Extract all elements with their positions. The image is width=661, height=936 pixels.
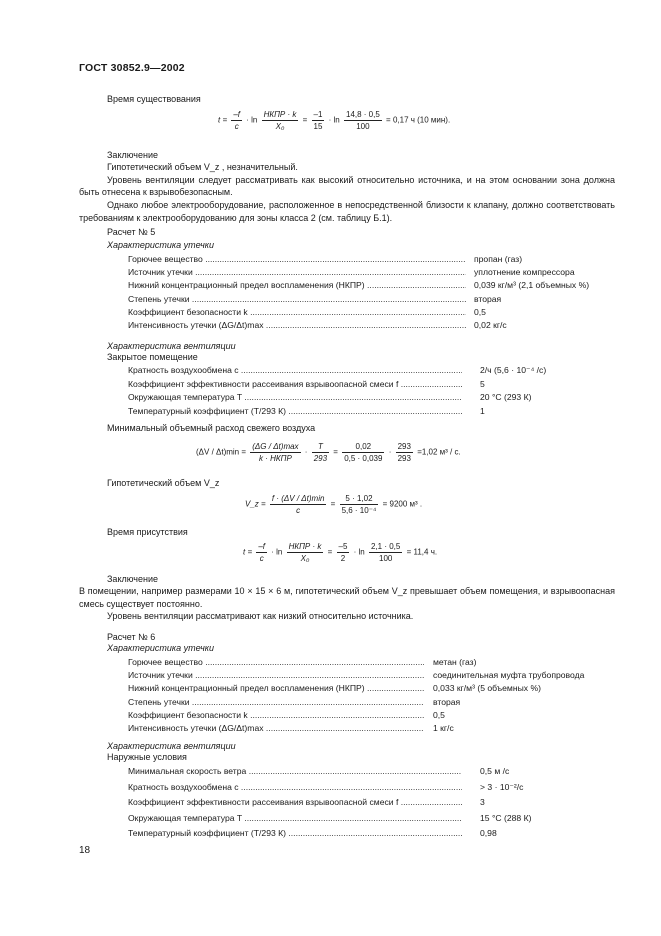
conclusion-line: Уровень вентиляции следует рассматривать как высокий относительно источника, и на этом основании зона должна быть отнесена к взрывобезопасным.	[79, 174, 615, 198]
fraction: $\frac{-f}{c}$	[258, 542, 266, 563]
param-value: 0,5 м /с	[480, 766, 510, 776]
param-value: > 3 · 10⁻²/с	[480, 781, 524, 792]
param-label: Коэффициент безопасности k .....	[128, 710, 424, 720]
formula-op: =	[302, 115, 308, 125]
calc6-title: Расчет № 6	[107, 632, 156, 642]
fraction: $\frac{2,1 \cdot 0,5}{100}$	[371, 542, 401, 563]
param-value: пропан (газ)	[474, 254, 523, 264]
param-value: 5	[480, 378, 485, 389]
fraction: $\frac{\text{НКПР · k}}{\text{X₀}}$	[263, 110, 297, 131]
conclusion-text	[79, 161, 615, 225]
formula-op: · ln	[328, 115, 340, 125]
fraction: $\frac{f \cdot (\Delta V / \Delta t)\min}{c}$	[271, 494, 325, 515]
param-label: Нижний концентрационный предел воспламенения (НКПР) .....	[128, 280, 466, 290]
fraction: $\frac{293}{293}$	[397, 442, 411, 463]
param-label: Горючее вещество .....	[128, 657, 424, 667]
calc6-vent-sub: Наружные условия	[107, 752, 187, 762]
param-value: 0,5	[433, 709, 445, 720]
param-value: вторая	[474, 293, 502, 304]
fraction: $\frac{5 \cdot 1,02}{\text{5,6 · 10⁻⁴}}$	[341, 494, 377, 515]
fraction: $\frac{0,02}{0,5 \cdot 0,039}$	[344, 442, 383, 463]
param-value: 0,5	[474, 306, 486, 317]
param-label: Источник утечки .....	[128, 267, 466, 277]
conclusion-line: Гипотетический объем V_z , незначительный.	[107, 162, 298, 172]
conclusion-line: Уровень вентиляции рассматривают как низкий относительно источника.	[107, 611, 414, 622]
param-label: Коэффициент эффективности рассеивания взрывоопасной смеси f .....	[128, 797, 462, 807]
formula-lhs: (ΔV / Δt)min =	[196, 447, 247, 457]
conclusion-line: Однако любое электрооборудование, расположенное в непосредственной близости к клапану, должно соответствовать требованиям к электрооборудованию для зоны класса 2 (см. таблицу Б.1).	[79, 200, 615, 223]
param-value: 1 кг/с	[433, 723, 454, 733]
fraction: $\frac{-1}{15}$	[313, 110, 323, 131]
conclusion-title: Заключение	[107, 150, 158, 160]
calc5-vent-heading: Характеристика вентиляции	[107, 341, 236, 351]
param-label: Горючее вещество .....	[128, 254, 466, 264]
param-value: 20 °С (293 К)	[480, 392, 532, 402]
fraction: $\frac{-5}{2}$	[338, 542, 348, 563]
formula-lhs: t =	[218, 115, 228, 125]
min-flow-title: Минимальный объемный расход свежего воздуха	[107, 423, 316, 433]
fraction: $\frac{-f}{c}$	[233, 110, 241, 131]
formula-lhs: t =	[243, 547, 253, 557]
fraction: $\frac{14,8 \cdot 0,5}{100}$	[346, 110, 380, 131]
param-value: уплотнение компрессора	[474, 267, 575, 278]
param-value: 0,039 кг/м³ (2,1 объемных %)	[474, 280, 590, 291]
param-label: Коэффициент эффективности рассеивания взрывоопасной смеси f .....	[128, 379, 462, 389]
conclusion-line: В помещении, например размерами 10 × 15 × 6 м, гипотетический объем V_z превышает объем помещения, и взрывоопасная смесь существует постоянно.	[79, 586, 615, 609]
formula-lifetime	[218, 110, 450, 131]
hyp-volume-title: Гипотетический объем V_z	[107, 478, 220, 488]
param-label: Нижний концентрационный предел воспламенения (НКПР) .....	[128, 683, 424, 693]
formula-result: = 0,17 ч (10 мин).	[386, 115, 451, 125]
param-value: 15 °С (288 К)	[480, 812, 532, 823]
formula-min-flow: (ΔV / Δt)min = $\frac{(\Delta G / \Delta t)\max}{\text{k · НКПР}}$ · $\frac{T}{293}$ = $\frac{0,02}{0,5 \cdot 0,039}$ · $\frac{293}{293}$ =1,02 м³ / с.	[196, 442, 461, 463]
param-label: Степень утечки .....	[128, 697, 424, 707]
param-label: Минимальная скорость ветра .....	[128, 766, 462, 776]
param-label: Источник утечки .....	[128, 670, 424, 680]
fraction: $\frac{\text{НКПР · k}}{\text{X₀}}$	[288, 542, 322, 563]
param-value: 2/ч (5,6 · 10⁻⁴ /с)	[480, 365, 547, 375]
param-label: Температурный коэффициент (T/293 К) .....	[128, 406, 462, 416]
param-value: 3	[480, 797, 485, 807]
param-value: метан (газ)	[433, 657, 477, 667]
calc5-vent-sub: Закрытое помещение	[107, 352, 198, 362]
lifetime-title: Время существования	[107, 94, 201, 104]
param-label: Коэффициент безопасности k .....	[128, 307, 466, 317]
param-value: соединительная муфта трубопровода	[433, 670, 585, 681]
fraction: $\frac{(\Delta G / \Delta t)\max}{\text{k · НКПР}}$	[252, 442, 299, 463]
calc6-leak-heading: Характеристика утечки	[107, 643, 215, 653]
conclusion5-title: Заключение	[107, 574, 158, 584]
param-label: Кратность воздухообмена c .....	[128, 782, 462, 792]
param-value: 0,033 кг/м³ (5 объемных %)	[433, 683, 541, 694]
conclusion5-text	[79, 585, 615, 623]
page-number: 18	[79, 845, 91, 856]
formula-result: =1,02 м³ / с.	[417, 447, 461, 457]
presence-title: Время присутствия	[107, 527, 188, 537]
param-value: 0,02 кг/с	[474, 320, 507, 330]
formula-op: · ln	[246, 115, 258, 125]
param-label: Кратность воздухообмена c .....	[128, 365, 462, 375]
param-label: Степень утечки .....	[128, 294, 466, 304]
calc5-leak-heading: Характеристика утечки	[107, 240, 215, 250]
param-value: вторая	[433, 696, 461, 707]
param-label: Температурный коэффициент (T/293 К) .....	[128, 828, 462, 838]
param-label: Окружающая температура T .....	[128, 392, 462, 402]
document-code: ГОСТ 30852.9—2002	[79, 62, 185, 74]
formula-vz: V_z = $\frac{f \cdot (\Delta V / \Delta t)\min}{c}$ = $\frac{5 \cdot 1,02}{\text{5,6 · 10⁻⁴}}$ = 9200 м³ .	[245, 494, 423, 515]
param-value: 0,98	[480, 828, 497, 838]
calc6-vent-heading: Характеристика вентиляции	[107, 741, 236, 751]
param-value: 1	[480, 405, 485, 416]
formula-lhs: V_z =	[245, 499, 266, 509]
param-label: Интенсивность утечки (ΔG/Δt)max .....	[128, 320, 466, 330]
param-label: Интенсивность утечки (ΔG/Δt)max .....	[128, 723, 424, 733]
fraction: $\frac{T}{293}$	[313, 442, 328, 463]
calc5-title: Расчет № 5	[107, 227, 156, 237]
formula-result: = 11,4 ч.	[406, 547, 438, 557]
param-label: Окружающая температура T .....	[128, 813, 462, 823]
formula-result: = 9200 м³ .	[382, 499, 423, 509]
formula-presence: t = $\frac{-f}{c}$ · ln $\frac{\text{НКПР · k}}{\text{X₀}}$ = $\frac{-5}{2}$ · ln $\frac{2,1 \cdot 0,5}{100}$ = 11,4 ч.	[243, 542, 438, 563]
